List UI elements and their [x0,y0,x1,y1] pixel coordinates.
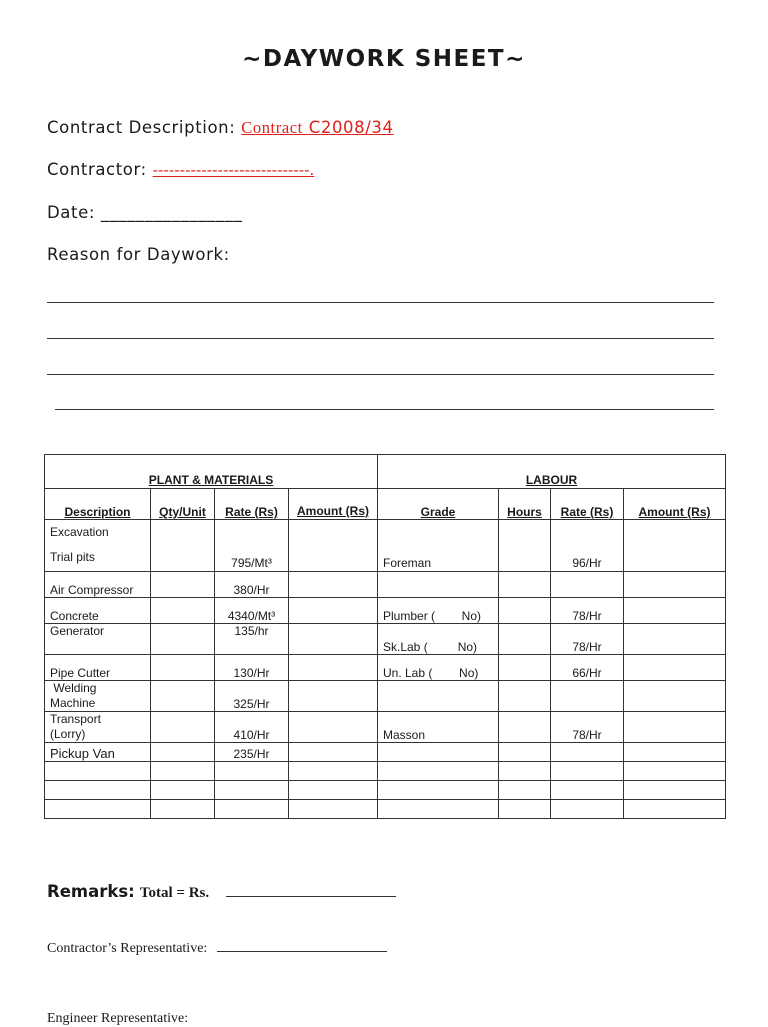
total-label: Total = Rs. [139,885,210,901]
row-grade [378,743,499,762]
row-labour-rate: 78/Hr [551,624,624,655]
row-description [45,712,151,743]
row-grade: Foreman [378,520,499,572]
empty-cell[interactable] [289,762,378,781]
row-labour-amount[interactable] [624,572,726,598]
row-grade [378,681,499,712]
row-hours[interactable] [499,655,551,681]
row-labour-rate: 78/Hr [551,712,624,743]
description-line: Machine [50,696,96,710]
row-qty[interactable] [151,743,215,762]
description-line: (Lorry) [50,727,86,741]
row-grade: Sk.Lab ( No) [378,624,499,655]
contractor-rep-row [47,941,387,957]
table-row [45,655,726,681]
reason-label: Reason for Daywork: [47,245,230,264]
row-description: Pickup Van [45,743,151,762]
table-row [45,712,726,743]
row-labour-rate [551,681,624,712]
description-line: Excavation [50,525,109,539]
col-amount: Amount (Rs) [289,489,378,520]
empty-cell[interactable] [499,800,551,819]
row-qty[interactable] [151,712,215,743]
row-hours[interactable] [499,743,551,762]
row-qty[interactable] [151,520,215,572]
row-labour-amount[interactable] [624,624,726,655]
table-row [45,800,726,819]
table-row [45,520,726,572]
row-labour-amount[interactable] [624,681,726,712]
contractor-rep-line[interactable] [217,951,387,952]
empty-cell[interactable] [45,800,151,819]
total-blank-line[interactable] [226,896,396,897]
row-qty[interactable] [151,572,215,598]
empty-cell[interactable] [551,762,624,781]
row-description: Air Compressor [45,572,151,598]
row-hours[interactable] [499,520,551,572]
row-rate: 4340/Mt³ [215,598,289,624]
row-rate: 325/Hr [215,681,289,712]
row-rate: 135/hr [215,624,289,655]
page-title: ~DAYWORK SHEET~ [242,46,526,72]
table-row [45,781,726,800]
empty-cell[interactable] [378,781,499,800]
row-grade: Masson [378,712,499,743]
row-amount[interactable] [289,655,378,681]
row-rate: 235/Hr [215,743,289,762]
row-qty[interactable] [151,681,215,712]
row-labour-rate: 96/Hr [551,520,624,572]
row-labour-rate: 78/Hr [551,598,624,624]
empty-cell[interactable] [45,781,151,800]
row-amount[interactable] [289,681,378,712]
plant-materials-heading: PLANT & MATERIALS [45,455,378,489]
empty-cell[interactable] [499,781,551,800]
daywork-table [44,454,726,819]
row-description [45,681,151,712]
row-amount[interactable] [289,572,378,598]
empty-cell[interactable] [215,762,289,781]
col-rate: Rate (Rs) [215,489,289,520]
row-amount[interactable] [289,520,378,572]
row-hours[interactable] [499,681,551,712]
row-rate: 795/Mt³ [215,520,289,572]
empty-cell[interactable] [45,762,151,781]
contractor-label: Contractor: [47,160,147,179]
row-labour-amount[interactable] [624,655,726,681]
empty-cell[interactable] [624,762,726,781]
row-qty[interactable] [151,655,215,681]
row-description: Generator [45,624,151,655]
contract-value-prefix: Contract [241,118,303,137]
remarks-row [47,882,396,902]
row-labour-rate: 66/Hr [551,655,624,681]
row-description: Concrete [45,598,151,624]
row-labour-amount[interactable] [624,743,726,762]
contractor-field [47,160,314,179]
row-grade: Plumber ( No) [378,598,499,624]
labour-heading: LABOUR [378,455,726,489]
empty-cell[interactable] [624,800,726,819]
row-grade: Un. Lab ( No) [378,655,499,681]
contractor-rep-label: Contractor’s Representative: [47,941,208,956]
reason-line-1 [47,302,714,303]
empty-cell[interactable] [151,762,215,781]
table-row [45,598,726,624]
row-grade [378,572,499,598]
row-description: Pipe Cutter [45,655,151,681]
col-qty-unit: Qty/Unit [151,489,215,520]
row-rate: 380/Hr [215,572,289,598]
col-labour-amount: Amount (Rs) [624,489,726,520]
contract-description-label: Contract Description [47,118,230,137]
description-line: Transport [50,712,101,726]
empty-cell[interactable] [215,781,289,800]
empty-cell[interactable] [151,800,215,819]
row-rate: 410/Hr [215,712,289,743]
row-labour-amount[interactable] [624,712,726,743]
table-row [45,762,726,781]
row-labour-amount[interactable] [624,520,726,572]
reason-line-2 [47,338,714,339]
row-labour-rate [551,743,624,762]
row-labour-amount[interactable] [624,598,726,624]
col-labour-rate: Rate (Rs) [551,489,624,520]
col-description: Description [45,489,151,520]
row-rate: 130/Hr [215,655,289,681]
table-row [45,572,726,598]
contract-value-code: C2008/34 [308,118,394,137]
empty-cell[interactable] [151,781,215,800]
row-description [45,520,151,572]
empty-cell[interactable] [215,800,289,819]
contract-description-field [47,118,394,138]
empty-cell[interactable] [378,762,499,781]
row-qty[interactable] [151,624,215,655]
row-hours[interactable] [499,572,551,598]
empty-cell[interactable] [624,781,726,800]
description-line: Trial pits [50,550,95,564]
remarks-label: Remarks: [47,882,135,901]
description-line: Welding [50,681,97,695]
contract-description-colon: : [229,118,236,137]
row-hours[interactable] [499,712,551,743]
row-amount[interactable] [289,624,378,655]
contractor-value: -----------------------------. [152,161,315,179]
row-amount[interactable] [289,743,378,762]
empty-cell[interactable] [289,781,378,800]
contract-description-value [241,118,393,137]
engineer-rep-label: Engineer Representative: [47,1011,189,1026]
empty-cell[interactable] [551,800,624,819]
empty-cell[interactable] [551,781,624,800]
empty-cell[interactable] [499,762,551,781]
row-hours[interactable] [499,598,551,624]
row-hours[interactable] [499,624,551,655]
empty-cell[interactable] [378,800,499,819]
table-row [45,681,726,712]
row-qty[interactable] [151,598,215,624]
empty-cell[interactable] [289,800,378,819]
reason-line-3 [47,374,714,375]
row-amount[interactable] [289,598,378,624]
row-labour-rate [551,572,624,598]
table-row [45,743,726,762]
table-row [45,624,726,655]
col-grade: Grade [378,489,499,520]
date-field: Date: ________________ [47,203,243,222]
col-hours: Hours [499,489,551,520]
reason-line-4 [55,409,714,410]
row-amount[interactable] [289,712,378,743]
